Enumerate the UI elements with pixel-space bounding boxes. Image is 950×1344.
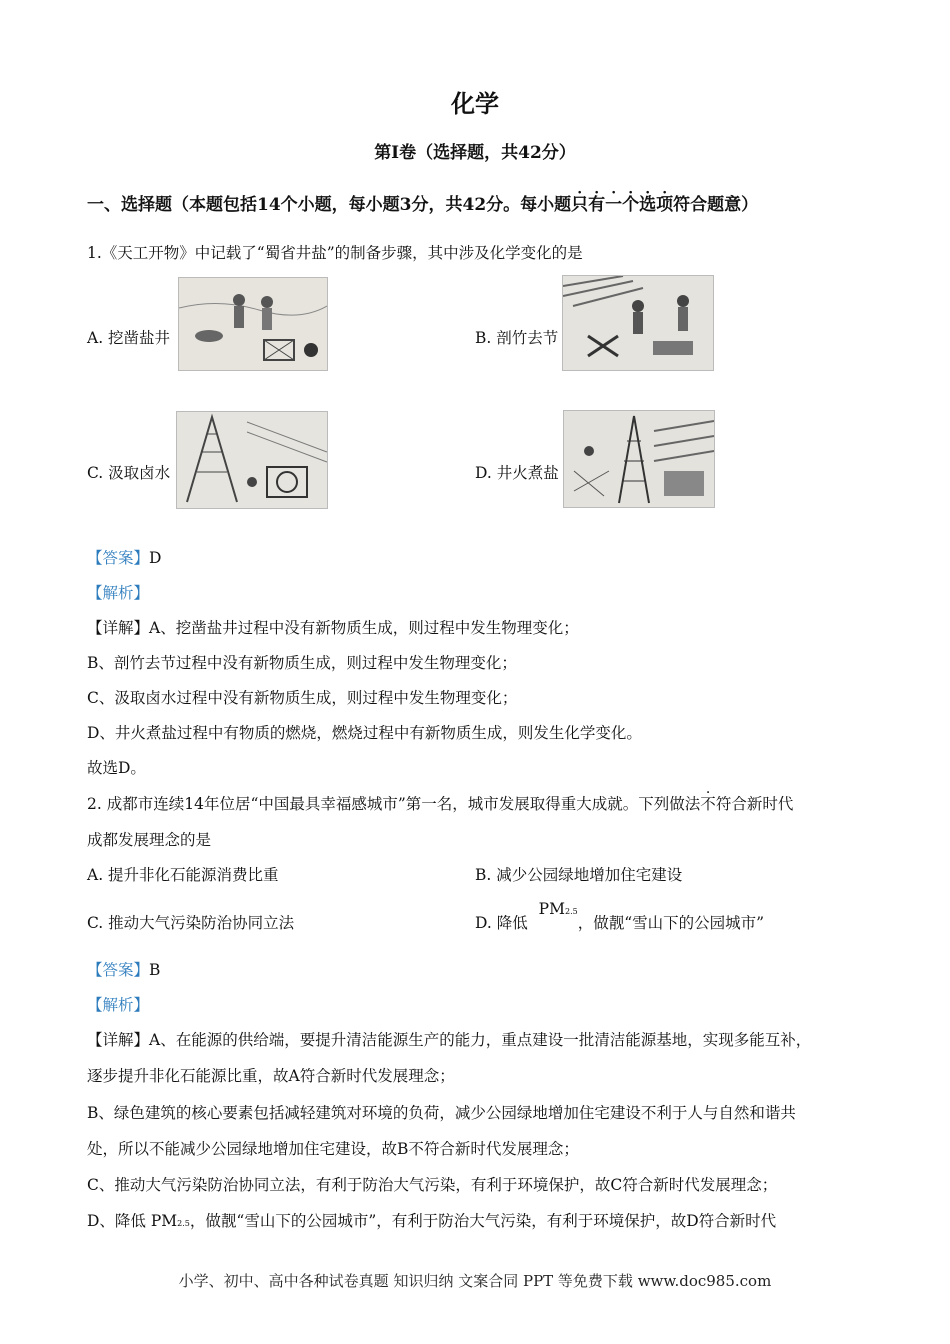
section-emph-6: 项 [656, 195, 674, 215]
brine-drawing-illustration [176, 411, 328, 509]
q1-stem: 1.《天工开物》中记载了“蜀省井盐”的制备步骤，其中涉及化学变化的是 [87, 244, 583, 262]
q2-detail-line: 逐步提升非化石能源比重，故A符合新时代发展理念； [87, 1067, 455, 1085]
page-footer: 小学、初中、高中各种试卷真题 知识归纳 文案合同 PPT 等免费下载 www.doc985.com [178, 1272, 772, 1290]
q2-stem-part-2: 符合新时代 [715, 795, 794, 813]
q2-analysis-tag: 【解析】 [87, 996, 150, 1014]
pm-subscript: 2.5 [177, 1219, 190, 1228]
section-heading [87, 190, 758, 215]
salt-boiling-illustration [563, 410, 715, 508]
q1-answer-tag: 【答案】 [87, 549, 150, 567]
section-emph-5: 选 [639, 195, 657, 215]
q2-stem-emphasis: 不 [700, 795, 716, 813]
q2-option-c: C. 推动大气污染防治协同立法 [87, 914, 295, 932]
q2-detail-line: 处，所以不能减少公园绿地增加住宅建设，故B不符合新时代发展理念； [87, 1140, 579, 1158]
q2-stem-line-2: 成都发展理念的是 [87, 831, 212, 849]
q1-option-d-label: D. 井火煮盐 [475, 464, 559, 482]
pm-formula [539, 900, 578, 918]
q2-detail-line: C、推动大气污染防治协同立法，有利于防治大气污染，有利于环境保护，故C符合新时代发展理念； [87, 1176, 778, 1194]
q2-option-d-prefix: D. 降低 [475, 914, 528, 932]
section-suffix: 符合题意） [673, 195, 759, 215]
q1-detail-line: 【详解】A、挖凿盐井过程中没有新物质生成，则过程中发生物理变化； [87, 619, 579, 637]
q2-detail-line: 【详解】A、在能源的供给端，要提升清洁能源生产的能力，重点建设一批清洁能源基地，实现多能互补， [87, 1031, 812, 1049]
q1-detail-line: C、汲取卤水过程中没有新物质生成，则过程中发生物理变化； [87, 689, 518, 707]
q2-answer-value: B [149, 961, 161, 979]
q2-option-d [475, 900, 765, 933]
q2-option-d-suffix: ，做靓“雪山下的公园城市” [577, 914, 765, 932]
section-emph-3: 一 [605, 195, 623, 215]
section-prefix: 一、选择题（本题包括14个小题，每小题3分，共42分。每小题 [87, 195, 572, 215]
section-emph-4: 个 [622, 195, 640, 215]
page-title: 化学 [451, 89, 499, 118]
q1-answer [87, 546, 161, 568]
section-emph-1: 只 [571, 195, 589, 215]
q1-detail-line: B、剖竹去节过程中没有新物质生成，则过程中发生物理变化； [87, 654, 517, 672]
q2-stem-part-1: 2. 成都市连续14年位居“中国最具幸福感城市”第一名，城市发展取得重大成就。下列做法 [87, 795, 701, 813]
q1-option-b-label: B. 剖竹去节 [475, 329, 559, 347]
q2-answer [87, 958, 160, 980]
q2-option-a: A. 提升非化石能源消费比重 [87, 866, 279, 884]
salt-well-digging-illustration [178, 277, 328, 371]
section-emph-2: 有 [588, 195, 606, 215]
q1-option-a-label: A. 挖凿盐井 [87, 329, 171, 347]
q2-detail-line: B、绿色建筑的核心要素包括减轻建筑对环境的负荷，减少公园绿地增加住宅建设不利于人与自然和谐共 [87, 1104, 796, 1122]
q2-detail-last-prefix: D、降低 PM [87, 1212, 178, 1230]
q1-analysis-tag: 【解析】 [87, 584, 150, 602]
pm-symbol: PM [538, 900, 565, 918]
q2-option-b: B. 减少公园绿地增加住宅建设 [475, 866, 683, 884]
pm-subscript: 2.5 [564, 907, 578, 916]
q2-detail-line-last [87, 1209, 776, 1231]
q2-answer-tag: 【答案】 [87, 961, 150, 979]
q2-stem [87, 792, 793, 814]
part-heading: 第I卷（选择题，共42分） [374, 143, 576, 163]
q1-detail-line: D、井火煮盐过程中有物质的燃烧，燃烧过程中有新物质生成，则发生化学变化。 [87, 724, 642, 742]
q1-detail-line: 故选D。 [87, 759, 146, 777]
q1-option-c-label: C. 汲取卤水 [87, 464, 171, 482]
q1-answer-value: D [149, 549, 162, 567]
bamboo-splitting-illustration [562, 275, 714, 371]
q2-detail-last-suffix: ，做靓“雪山下的公园城市”，有利于防治大气污染，有利于环境保护，故D符合新时代 [189, 1212, 777, 1230]
